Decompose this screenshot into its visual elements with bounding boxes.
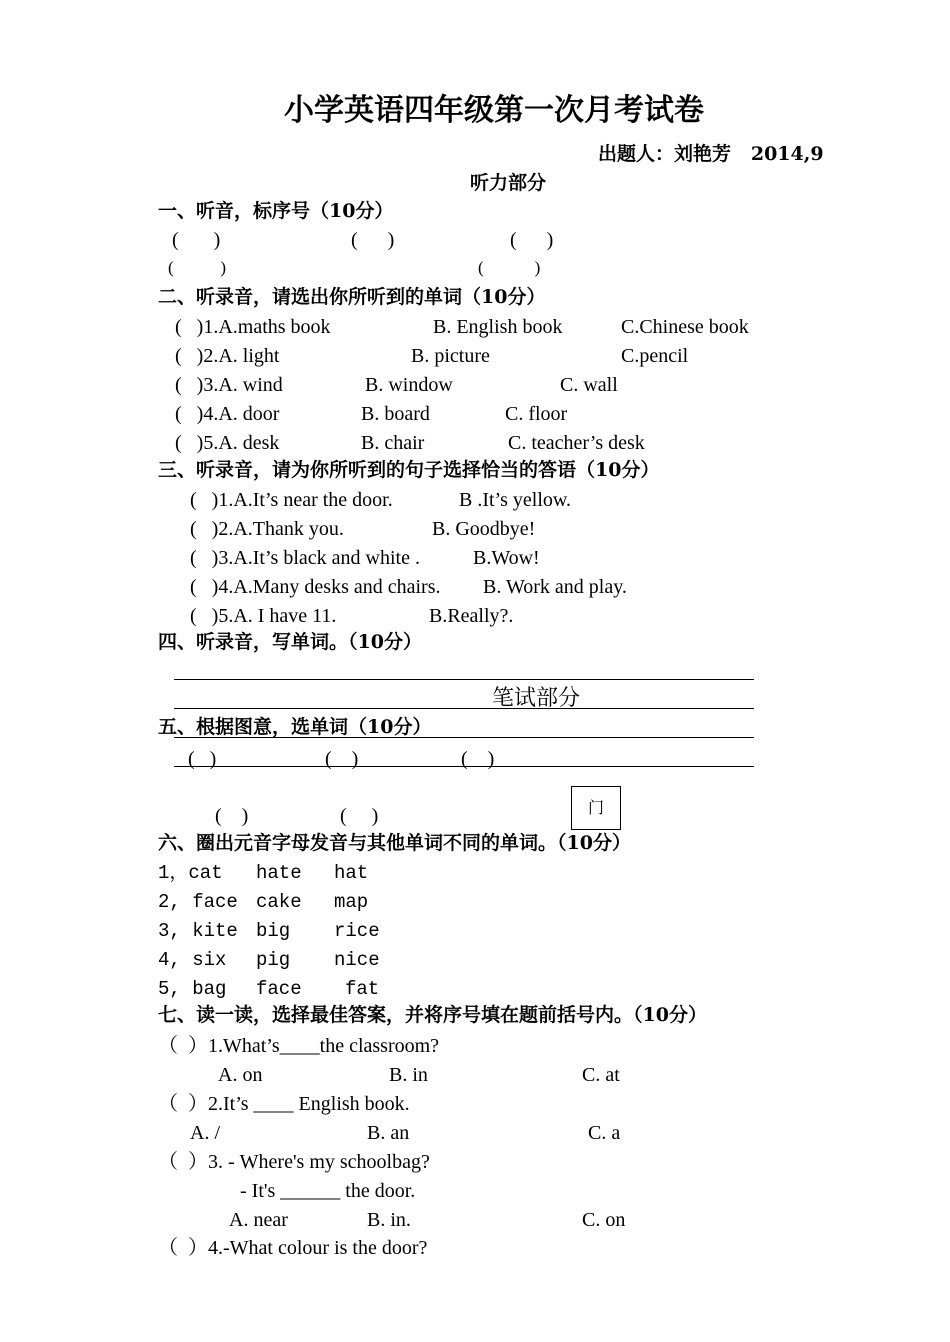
s7-option: C. a xyxy=(588,1122,621,1144)
s3-option-b: B.Really?. xyxy=(429,605,514,627)
s1-blank[interactable]: ( ) xyxy=(168,258,227,277)
s6-word[interactable]: hate xyxy=(256,862,302,884)
writing-line xyxy=(174,708,754,709)
s1-blank[interactable]: ( ) xyxy=(351,229,395,251)
s3-option-b: B.Wow! xyxy=(473,547,540,569)
s3-option-b: B. Goodbye! xyxy=(432,518,536,540)
s2-option-b: B. window xyxy=(365,374,453,396)
s7-option: C. on xyxy=(582,1209,626,1231)
s6-word[interactable]: map xyxy=(334,891,369,913)
s5-blank[interactable]: ( ) xyxy=(461,748,495,770)
s2-option-b: B. board xyxy=(361,403,430,425)
s2-question: ( )1.A.maths book xyxy=(175,316,331,338)
s5-blank[interactable]: ( ) xyxy=(325,748,359,770)
s3-question: ( )3.A.It’s black and white . xyxy=(190,547,420,569)
s6-word[interactable]: 4, six xyxy=(158,949,227,971)
s6-word[interactable]: nice xyxy=(334,949,380,971)
s2-option-c: C.pencil xyxy=(621,345,689,367)
s2-question: ( )2.A. light xyxy=(175,345,280,367)
writing-line xyxy=(174,679,754,680)
s6-word[interactable]: big xyxy=(256,920,291,942)
s2-option-c: C. teacher’s desk xyxy=(508,432,645,454)
s6-word[interactable]: cake xyxy=(256,891,302,913)
s5-blank[interactable]: ( ) xyxy=(188,748,217,770)
s6-word[interactable]: pig xyxy=(256,949,291,971)
door-picture-box xyxy=(571,786,621,830)
s7-option: C. at xyxy=(582,1064,620,1086)
s1-blank[interactable]: ( ) xyxy=(172,229,221,251)
s2-heading: 二、听录音，请选出你所听到的单词（10分） xyxy=(158,286,546,308)
s6-word[interactable]: 5, bag xyxy=(158,978,227,1000)
s7-question: （ ）4.-What colour is the door? xyxy=(158,1237,428,1259)
s7-question: （ ）2.It’s ____ English book. xyxy=(158,1093,410,1115)
s5-heading: 五、根据图意，选单词（10分） xyxy=(158,716,432,738)
s6-word[interactable]: fat xyxy=(345,978,380,1000)
s7-question-line2: - It's ______ the door. xyxy=(240,1180,416,1202)
s7-option: A. near xyxy=(229,1209,288,1231)
s6-heading: 六、圈出元音字母发音与其他单词不同的单词。（10分） xyxy=(158,832,631,854)
page-title: 小学英语四年级第一次月考试卷 xyxy=(284,93,704,128)
s3-heading: 三、听录音，请为你所听到的句子选择恰当的答语（10分） xyxy=(158,459,660,481)
s2-option-b: B. chair xyxy=(361,432,425,454)
s7-question: （ ）3. - Where's my schoolbag? xyxy=(158,1151,430,1173)
s7-option: B. in xyxy=(389,1064,428,1086)
s1-blank[interactable]: ( ) xyxy=(478,258,541,277)
s2-option-c: C. floor xyxy=(505,403,568,425)
s5-blank[interactable]: ( ) xyxy=(340,805,379,827)
s5-blank[interactable]: ( ) xyxy=(215,805,249,827)
door-label: 门 xyxy=(587,798,604,817)
s3-question: ( )4.A.Many desks and chairs. xyxy=(190,576,441,598)
s7-option: A. / xyxy=(190,1122,220,1144)
s6-word[interactable]: 2, face xyxy=(158,891,238,913)
s6-word[interactable]: face xyxy=(256,978,302,1000)
s6-word[interactable]: 3, kite xyxy=(158,920,238,942)
s7-question: （ ）1.What’s____the classroom? xyxy=(158,1035,440,1057)
s4-heading: 四、听录音，写单词。（10分） xyxy=(158,631,422,653)
s3-question: ( )1.A.It’s near the door. xyxy=(190,489,393,511)
s6-word[interactable]: rice xyxy=(334,920,380,942)
s3-option-b: B .It’s yellow. xyxy=(459,489,572,511)
s2-option-b: B. picture xyxy=(411,345,490,367)
s3-option-b: B. Work and play. xyxy=(483,576,627,598)
s2-question: ( )4.A. door xyxy=(175,403,280,425)
s7-option: A. on xyxy=(218,1064,263,1086)
s2-option-c: C.Chinese book xyxy=(621,316,749,338)
s7-option: B. in. xyxy=(367,1209,411,1231)
s1-blank[interactable]: ( ) xyxy=(510,229,554,251)
s6-word[interactable]: 1，cat xyxy=(158,862,223,884)
written-header: 笔试部分 xyxy=(492,686,581,711)
s2-option-c: C. wall xyxy=(560,374,618,396)
s2-option-b: B. English book xyxy=(433,316,563,338)
s3-question: ( )5.A. I have 11. xyxy=(190,605,337,627)
s7-heading: 七、读一读，选择最佳答案，并将序号填在题前括号内。（10分） xyxy=(158,1004,707,1026)
listening-header: 听力部分 xyxy=(470,172,547,194)
s7-option: B. an xyxy=(367,1122,410,1144)
s2-question: ( )3.A. wind xyxy=(175,374,283,396)
s2-question: ( )5.A. desk xyxy=(175,432,280,454)
s6-word[interactable]: hat xyxy=(334,862,369,884)
s3-question: ( )2.A.Thank you. xyxy=(190,518,344,540)
s1-heading: 一、听音，标序号（10分） xyxy=(158,200,394,222)
author-line: 出题人：刘艳芳 2014,9 xyxy=(598,143,824,165)
